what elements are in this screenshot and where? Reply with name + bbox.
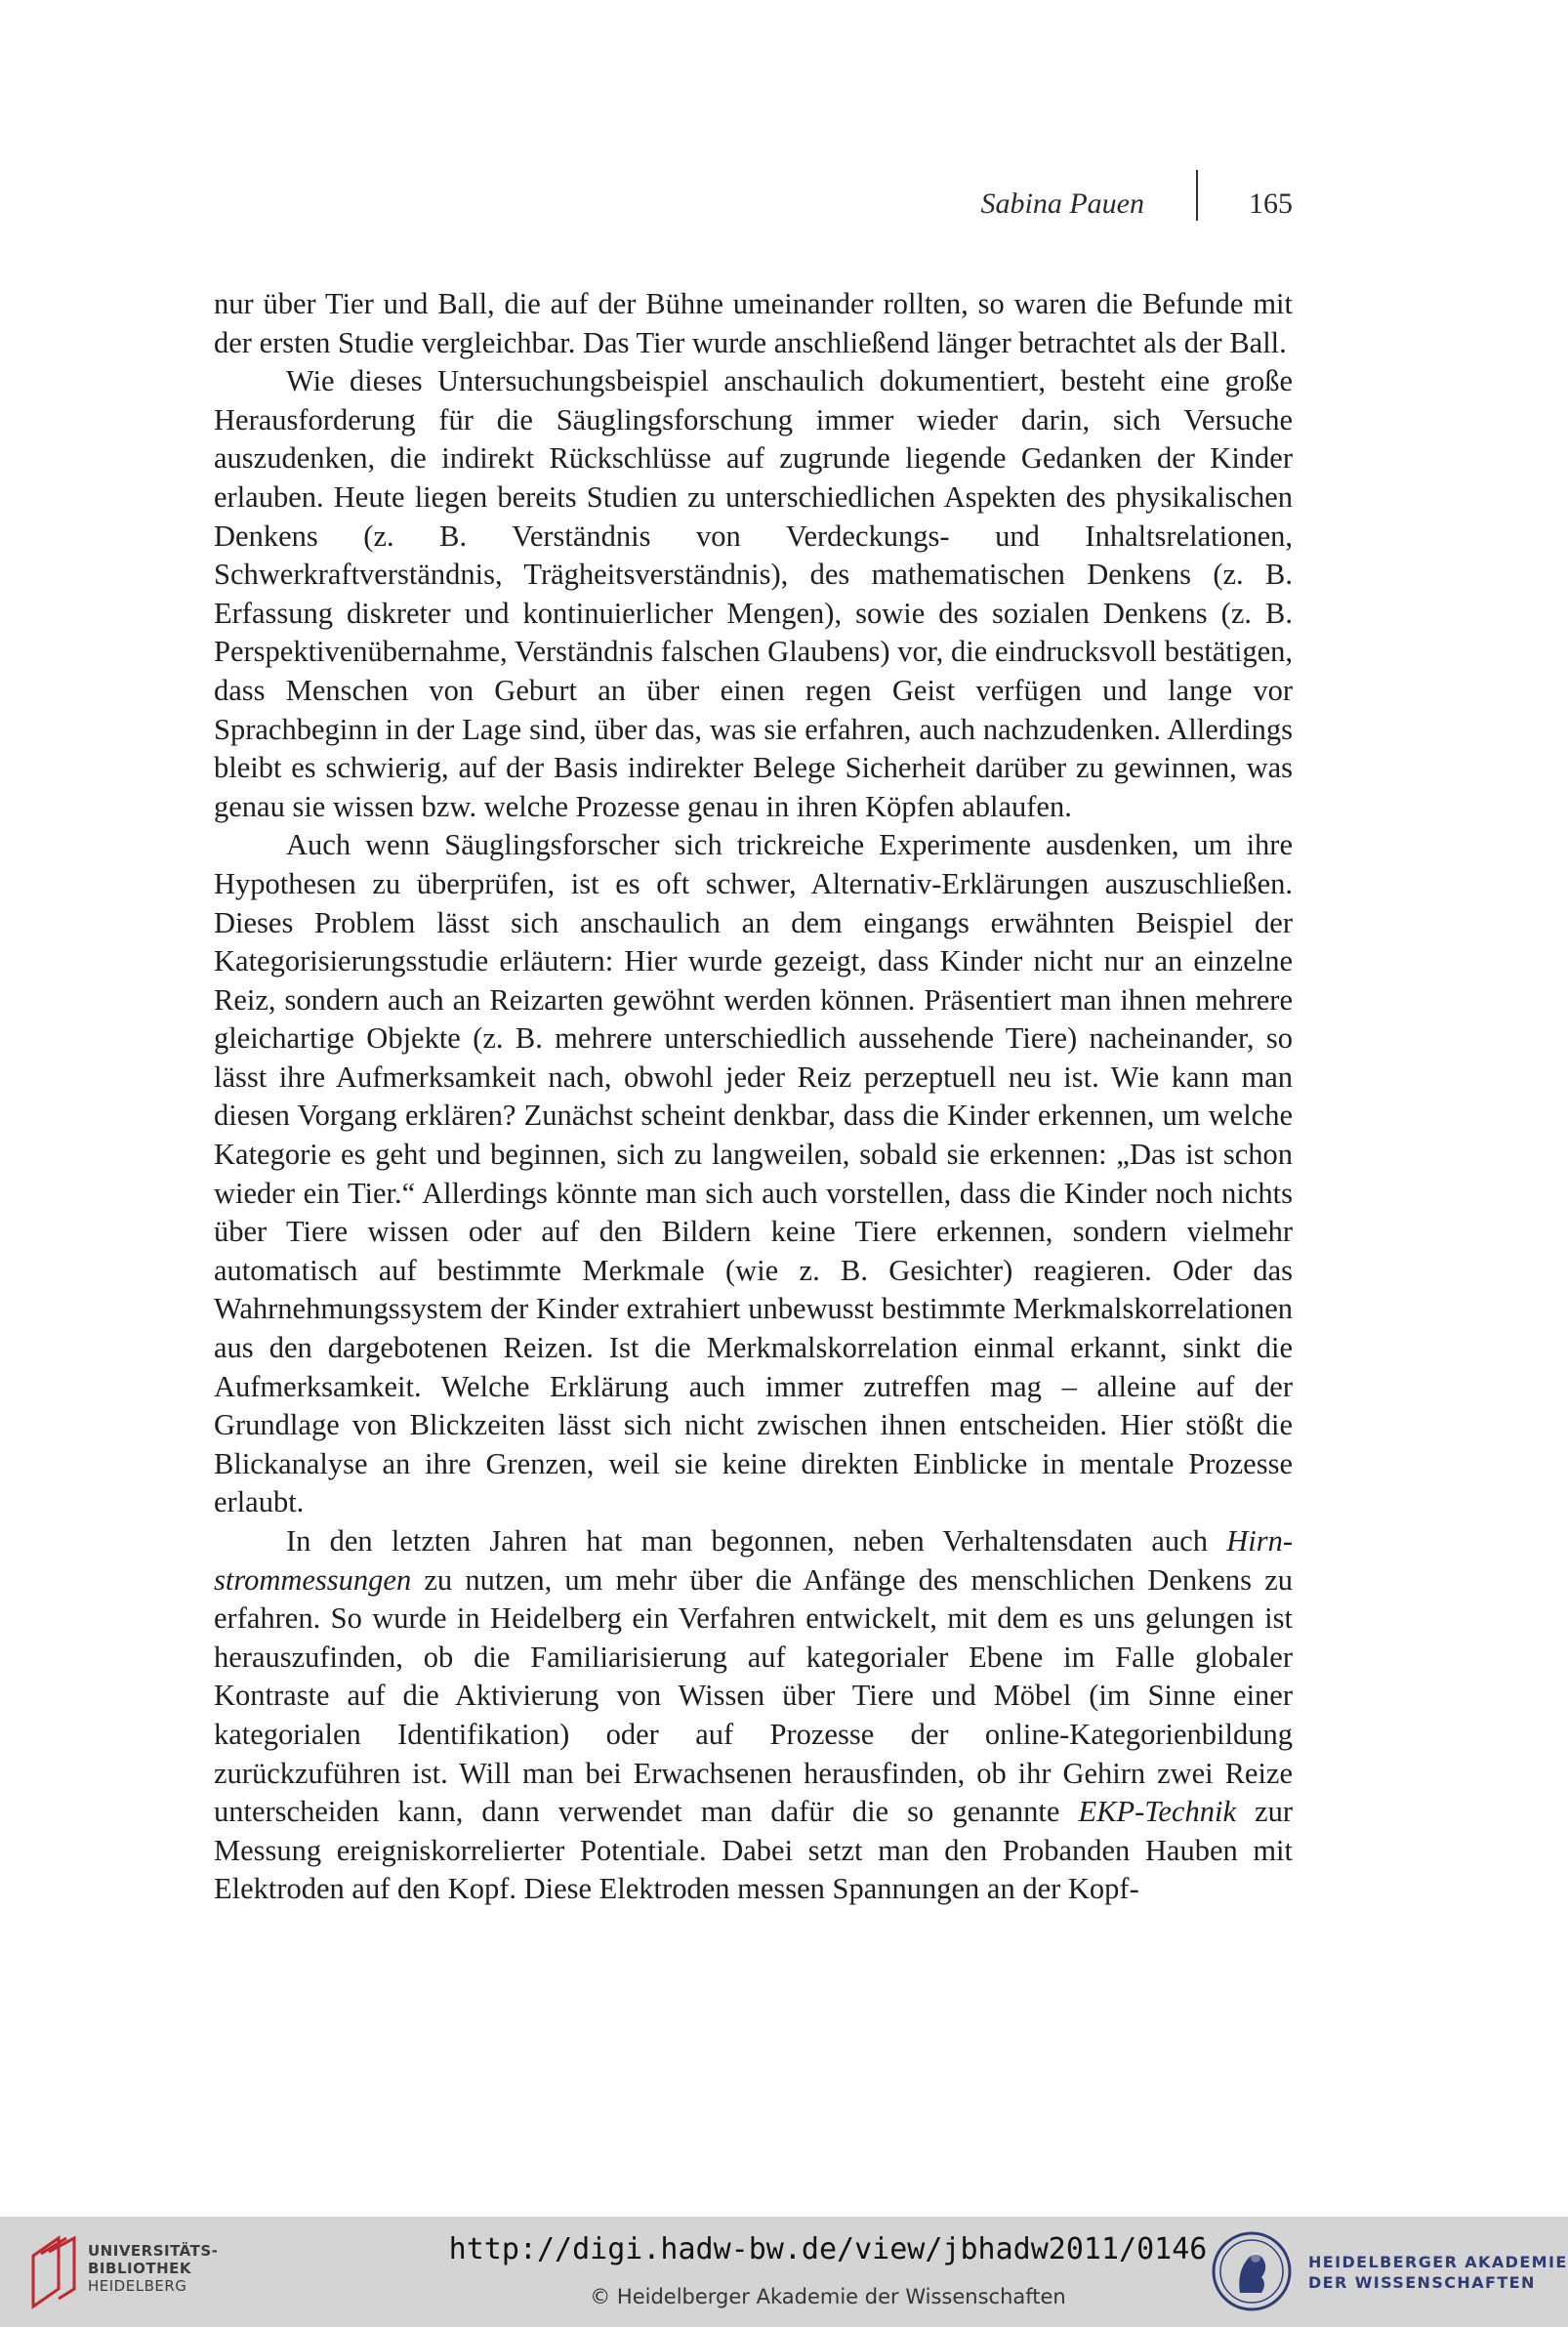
page-number: 165: [1249, 187, 1293, 220]
emphasis-ekp-technik: EKP-Technik: [1078, 1795, 1236, 1829]
running-head-author: Sabina Pauen: [980, 187, 1144, 220]
permalink-url[interactable]: http://digi.hadw-bw.de/view/jbhadw2011/0146: [448, 2232, 1208, 2266]
academy-seal-icon: [1211, 2230, 1293, 2312]
body-text: [214, 285, 1293, 1909]
library-name: UNIVERSITÄTS- BIBLIOTHEK HEIDELBERG: [88, 2242, 219, 2295]
paragraph-3: Auch wenn Säuglingsforscher sich trickreiche Experimente ausdenken, um ihre Hypothesen zu überprüfen, ist es oft schwer, Alternativ-Erklärungen auszuschließen. Dieses Problem lässt sich anschaulich an dem eingangs erwähnten Beispiel der Kategorisierungsstudie erläutern: Hier wurde gezeigt, dass Kinder nicht nur an einzelne Reiz, sondern auch an Reizarten gewöhnt werden können. Präsentiert man ihnen mehrere gleichartige Objekte (z. B. mehrere unterschiedlich aussehende Tiere) nacheinander, so lässt ihre Aufmerksamkeit nach, obwohl jeder Reiz perzeptuell neu ist. Wie kann man diesen Vorgang erklären? Zunächst scheint denkbar, dass die Kinder erkennen, um welche Kategorie es geht und beginnen, sich zu langweilen, sobald sie erkennen: „Das ist schon wieder ein Tier.“ Allerdings könnte man sich auch vorstellen, dass die Kinder noch nichts über Tiere wissen oder auf den Bildern keine Tiere erkennen, sondern vielmehr automatisch auf bestimmte Merkmale (wie z. B. Gesichter) reagieren. Oder das Wahrnehmungssystem der Kinder extrahiert unbewusst bestimmte Merkmalskorrelationen aus den dargebotenen Reizen. Ist die Merkmalskorrelation einmal erkannt, sinkt die Aufmerksamkeit. Welche Erklärung auch immer zutreffen mag – alleine auf der Grundlage von Blickzeiten lässt sich nicht zwischen ihnen entscheiden. Hier stößt die Blickanalyse an ihre Grenzen, weil sie keine direkten Einblicke in mentale Prozesse erlaubt.: [214, 828, 1293, 1519]
running-head-divider: [1196, 170, 1198, 221]
copyright-notice: © Heidelberger Akademie der Wissenschaften: [590, 2285, 1066, 2308]
paragraph-4-part-a: In den letzten Jahren hat man begonnen, neben Verhaltensdaten auch: [286, 1524, 1227, 1558]
digitization-footer: [0, 2217, 1568, 2327]
paragraph-2: Wie dieses Untersuchungsbeispiel anschaulich dokumentiert, besteht eine große Herausforderung für die Säuglingsforschung immer wieder darin, sich Versuche auszudenken, die indirekt Rückschlüsse auf zugrunde liegende Gedanken der Kinder erlauben. Heute liegen bereits Studien zu unterschiedlichen Aspekten des physikalischen Denkens (z. B. Verständnis von Verdeckungs- und Inhaltsrelationen, Schwerkraftverständnis, Trägheitsverständnis), des mathematischen Denkens (z. B. Erfassung diskreter und kontinuierlicher Mengen), sowie des sozialen Denkens (z. B. Perspektivenübernahme, Verständnis falschen Glaubens) vor, die eindrucksvoll bestätigen, dass Menschen von Geburt an über einen regen Geist verfügen und lange vor Sprachbeginn in der Lage sind, über das, was sie erfahren, auch nachzudenken. Allerdings bleibt es schwierig, auf der Basis indirekter Belege Sicherheit darüber zu gewinnen, was genau sie wissen bzw. welche Prozesse genau in ihren Köpfen ablaufen.: [214, 364, 1293, 823]
running-head: [0, 168, 1293, 227]
paragraph-1: nur über Tier und Ball, die auf der Bühne umeinander rollten, so waren die Befunde mit der ersten Studie vergleichbar. Das Tier wurde anschließend länger betrachtet als der Ball.: [214, 287, 1293, 359]
academy-logo[interactable]: [1211, 2230, 1568, 2314]
paragraph-4-part-b: zu nutzen, um mehr über die Anfänge des menschlichen Denkens zu erfahren. So wurde in Heidelberg ein Verfahren entwickelt, mit dem es uns gelungen ist herauszufinden, ob die Familiarisierung auf kategorialer Ebene im Falle globaler Kontraste auf die Aktivierung von Wissen über Tiere und Möbel (im Sinne einer kategorialen Identifikation) oder auf Prozesse der online-Kategorienbildung zurückzuführen ist. Will man bei Erwachsenen herausfinden, ob ihr Gehirn zwei Reize unterscheiden kann, dann verwendet man dafür die so genannte: [214, 1562, 1293, 1829]
paragraph-4-part-c: zur Messung ereigniskorrelierter Potentiale. Dabei setzt man den Probanden Hauben mit Elektroden auf den Kopf. Diese Elektroden messen Spannungen an der Kopf-: [214, 1795, 1293, 1906]
emphasis-hirnstrommessungen: Hirnstrommessungen: [214, 1524, 1293, 1597]
academy-name: HEIDELBERGER AKADEMIE DER WISSENSCHAFTEN: [1308, 2253, 1568, 2292]
paragraph-4: [214, 1522, 1293, 1909]
